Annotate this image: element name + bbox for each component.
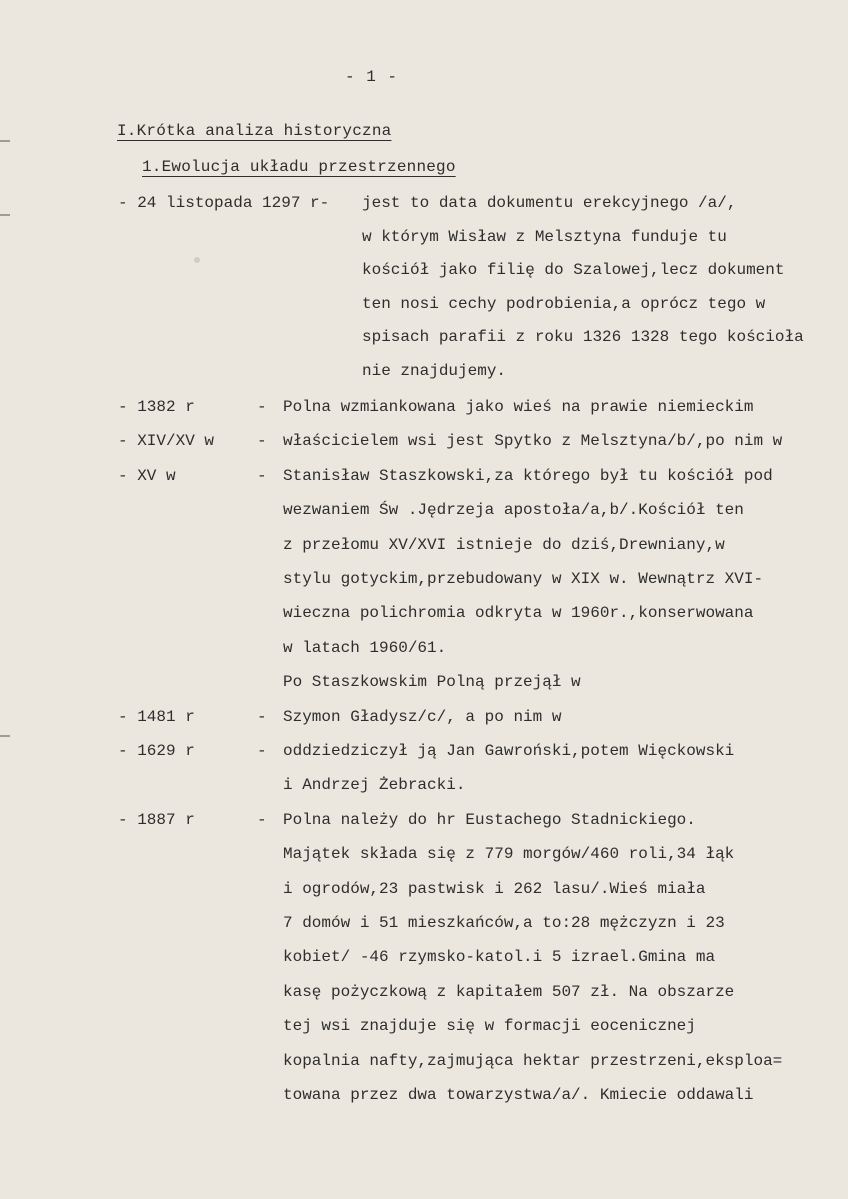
edge-mark	[0, 214, 10, 216]
chronology-line	[0, 570, 848, 592]
subsection-heading-text: 1.Ewolucja układu przestrzennego	[142, 158, 456, 176]
entry-text: spisach parafii z roku 1326 1328 tego kościoła	[362, 328, 804, 347]
chronology-line	[0, 708, 848, 730]
entry-dash: -	[257, 742, 267, 760]
chronology-line	[0, 194, 848, 216]
chronology-line	[0, 845, 848, 867]
entry-text: oddziedziczył ją Jan Gawroński,potem Więckowski	[283, 742, 735, 760]
entry-text: w latach 1960/61.	[283, 638, 447, 657]
entry-date: - 1629 r	[118, 742, 195, 760]
chronology-line	[0, 228, 848, 250]
entry-date: - 1382 r	[118, 398, 195, 416]
chronology-line	[0, 1052, 848, 1074]
chronology-line	[0, 604, 848, 626]
entry-text: kobiet/ -46 rzymsko-katol.i 5 izrael.Gmina ma	[283, 948, 716, 967]
section-heading-text: I.Krótka analiza historyczna	[117, 122, 392, 140]
entry-text: Majątek składa się z 779 morgów/460 roli,34 łąk	[283, 845, 735, 864]
chronology-line	[0, 362, 848, 384]
chronology-line	[0, 501, 848, 523]
entry-text: w którym Wisław z Melsztyna funduje tu	[362, 227, 727, 246]
entry-text: wezwaniem Św .Jędrzeja apostoła/a,b/.Kościół ten	[283, 501, 744, 520]
entry-date: - XIV/XV w	[118, 432, 215, 451]
entry-text: 7 domów i 51 mieszkańców,a to:28 mężczyzn i 23	[283, 914, 725, 932]
entry-text: właścicielem wsi jest Spytko z Melsztyna/b/,po nim w	[283, 432, 783, 451]
chronology-line	[0, 1086, 848, 1108]
entry-dash: -	[257, 810, 267, 829]
entry-text: stylu gotyckim,przebudowany w XIX w. Wewnątrz XVI-	[283, 570, 764, 588]
chronology-line	[0, 948, 848, 970]
chronology-line	[0, 742, 848, 764]
chronology-line	[0, 1017, 848, 1039]
chronology-line	[0, 398, 848, 420]
entry-date: - 1887 r	[118, 810, 195, 829]
entry-date: - 1481 r	[118, 707, 195, 726]
paper-spot	[194, 257, 200, 263]
entry-date: - 24 listopada 1297 r-	[118, 194, 330, 212]
chronology-line	[0, 776, 848, 798]
entry-text: nie znajdujemy.	[362, 362, 507, 380]
chronology-line	[0, 639, 848, 661]
chronology-line	[0, 673, 848, 695]
page-number: - 1 -	[345, 68, 399, 86]
entry-text: towana przez dwa towarzystwa/a/. Kmiecie oddawali	[283, 1086, 754, 1104]
chronology-line	[0, 467, 848, 489]
entry-text: Stanisław Staszkowski,za którego był tu kościół pod	[283, 466, 773, 485]
chronology-line	[0, 432, 848, 454]
entry-text: tej wsi znajduje się w formacji eocenicznej	[283, 1017, 696, 1036]
entry-text: Polna należy do hr Eustachego Stadnickiego.	[283, 810, 696, 829]
chronology-line	[0, 261, 848, 283]
entry-text: i ogrodów,23 pastwisk i 262 lasu/.Wieś miała	[283, 879, 706, 898]
entry-text: z przełomu XV/XVI istnieje do dziś,Drewniany,w	[283, 535, 725, 554]
chronology-line	[0, 811, 848, 833]
entry-text: ten nosi cechy podrobienia,a oprócz tego w	[362, 294, 766, 313]
edge-mark	[0, 735, 10, 737]
chronology-line	[0, 328, 848, 350]
entry-text: Po Staszkowskim Polną przejął w	[283, 673, 581, 692]
chronology-line	[0, 536, 848, 558]
chronology-line	[0, 914, 848, 936]
entry-dash: -	[257, 398, 267, 416]
chronology-line	[0, 295, 848, 317]
entry-dash: -	[257, 432, 267, 451]
entry-text: i Andrzej Żebracki.	[283, 776, 466, 795]
entry-text: kasę pożyczkową z kapitałem 507 zł. Na obszarze	[283, 982, 735, 1001]
entry-date: - XV w	[118, 466, 176, 485]
entry-text: jest to data dokumentu erekcyjnego /a/,	[362, 194, 737, 212]
entry-dash: -	[257, 466, 267, 485]
entry-text: Szymon Gładysz/c/, a po nim w	[283, 707, 562, 726]
chronology-line	[0, 880, 848, 902]
entry-text: wieczna polichromia odkryta w 1960r.,konserwowana	[283, 604, 754, 623]
entry-dash: -	[257, 707, 267, 726]
entry-text: Polna wzmiankowana jako wieś na prawie niemieckim	[283, 398, 754, 416]
entry-text: kościół jako filię do Szalowej,lecz dokument	[362, 261, 785, 280]
entry-text: kopalnia nafty,zajmująca hektar przestrzeni,eksploa=	[283, 1051, 783, 1070]
edge-mark	[0, 140, 10, 142]
chronology-line	[0, 983, 848, 1005]
